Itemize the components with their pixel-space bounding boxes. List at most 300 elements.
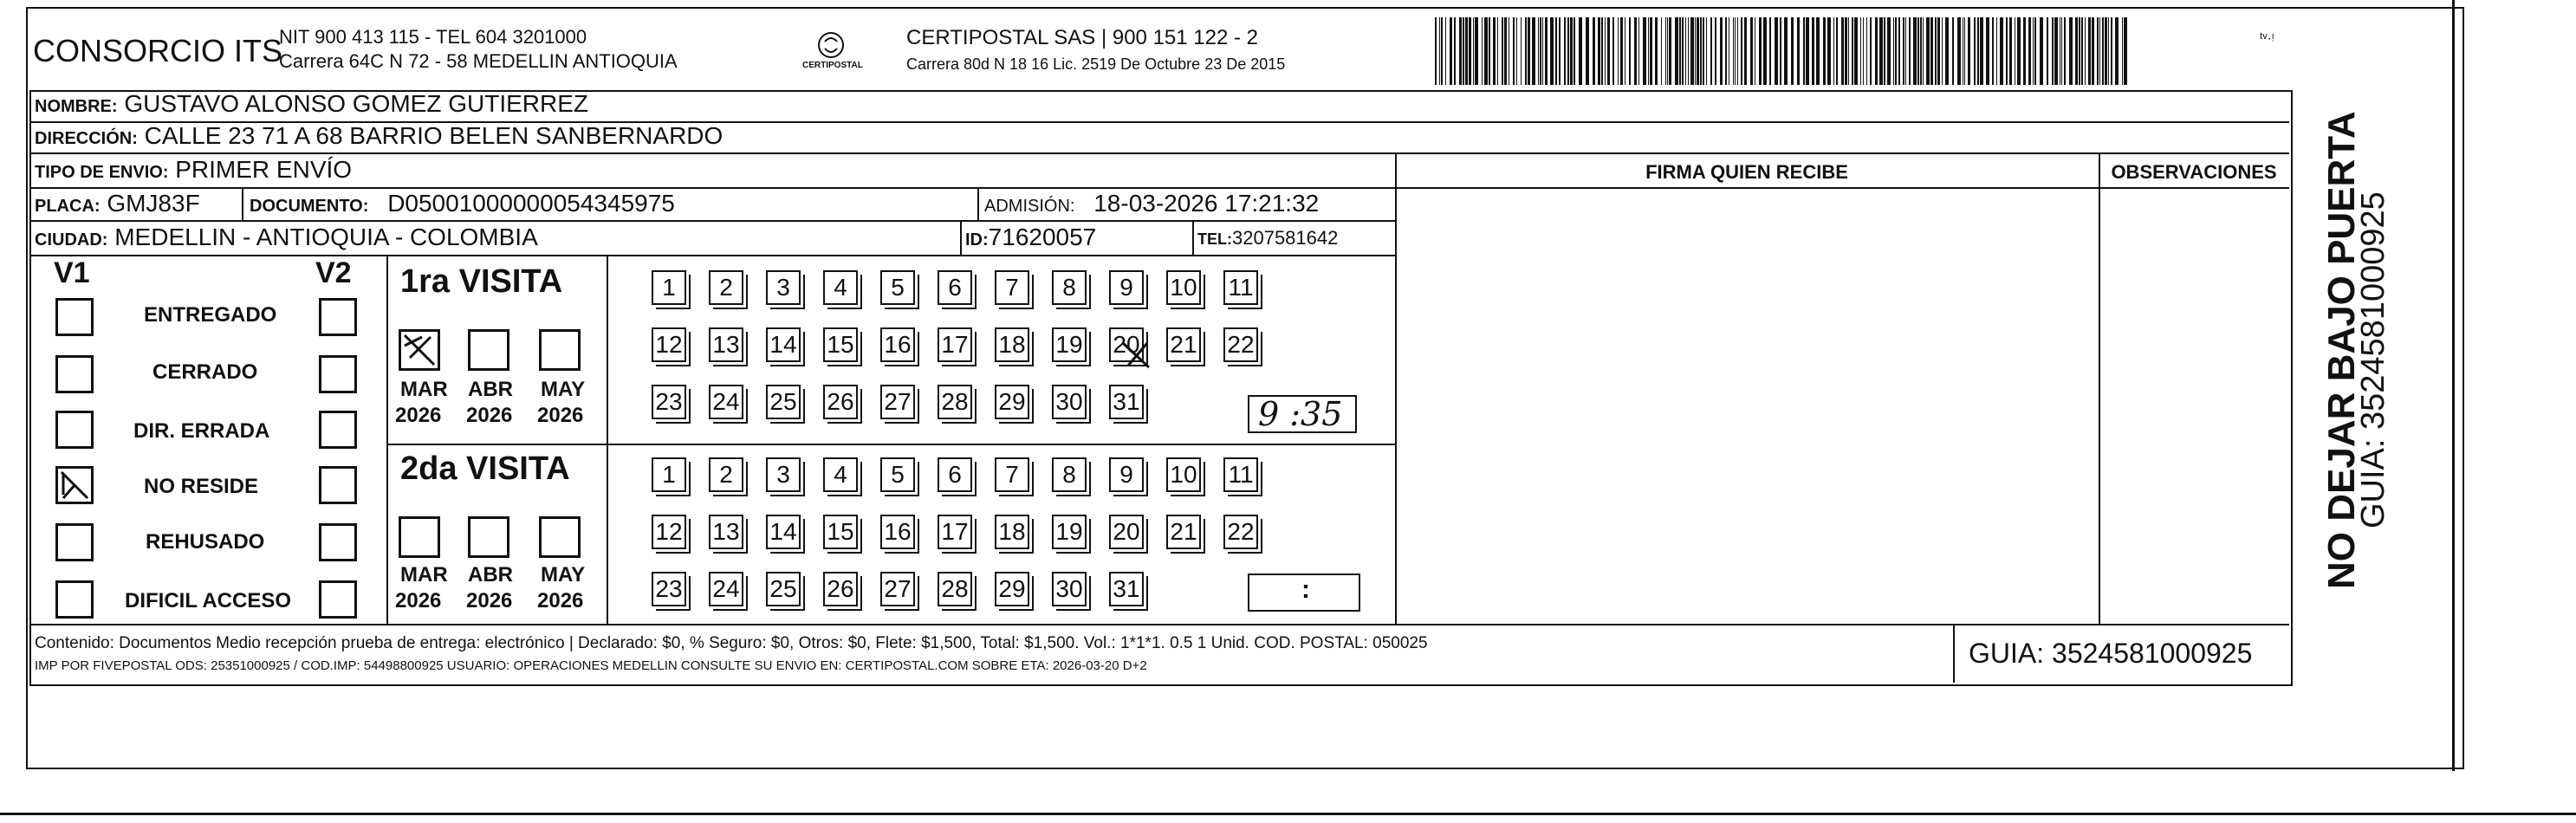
barcode-bar xyxy=(2108,17,2109,85)
company-name: CONSORCIO ITS xyxy=(33,33,283,68)
row-line xyxy=(29,220,1396,222)
nombre-row xyxy=(35,90,588,118)
status-dir-errada-label: DIR. ERRADA xyxy=(133,419,270,443)
barcode-bar xyxy=(1759,17,1762,85)
tel-cell xyxy=(1197,227,1338,249)
first-visit-day-10[interactable]: 10 xyxy=(1166,270,1201,305)
v2-entregado-checkbox[interactable] xyxy=(319,298,357,336)
barcode-bar xyxy=(1475,17,1478,85)
barcode-bar xyxy=(1863,17,1864,85)
barcode-bar xyxy=(1952,17,1954,85)
id-cell xyxy=(965,224,1096,251)
barcode-bar xyxy=(1852,17,1853,85)
v2-dir-errada-checkbox[interactable] xyxy=(319,411,357,449)
barcode-bar xyxy=(2000,17,2003,85)
barcode-bar xyxy=(1555,17,1557,85)
documento-cell xyxy=(250,190,675,217)
second-visit-day-29[interactable]: 29 xyxy=(995,572,1029,606)
barcode-bar xyxy=(1884,17,1885,85)
barcode-bar xyxy=(1586,17,1589,85)
second-visit-day-3[interactable]: 3 xyxy=(766,457,801,492)
col-line xyxy=(977,187,979,220)
barcode-bar xyxy=(2085,17,2086,85)
barcode-bar xyxy=(1521,17,1522,85)
col-line xyxy=(1395,152,1397,625)
first-visit-day-5[interactable]: 5 xyxy=(880,270,915,305)
barcode-bar xyxy=(1459,17,1462,85)
first-visit-day-4[interactable]: 4 xyxy=(823,270,858,305)
first-visit-day-23[interactable]: 23 xyxy=(652,385,686,419)
barcode-bar xyxy=(1836,17,1838,85)
placa-cell xyxy=(35,190,200,217)
barcode-bar xyxy=(1945,17,1949,85)
barcode-bar xyxy=(1655,17,1658,85)
barcode-bar xyxy=(2097,17,2099,85)
checkmark-x-icon xyxy=(58,469,91,502)
barcode-bar xyxy=(1715,17,1716,85)
second-visit-time-value: : xyxy=(1301,575,1310,604)
barcode-bar xyxy=(1992,17,1994,85)
barcode-bar xyxy=(1957,17,1961,85)
barcode-bar xyxy=(1525,17,1527,85)
barcode-bar xyxy=(2034,17,2036,85)
barcode-bar xyxy=(1688,17,1689,85)
barcode-bar xyxy=(1980,17,1983,85)
barcode-bar xyxy=(1601,17,1603,85)
barcode-bar xyxy=(1935,17,1937,85)
barcode-bar xyxy=(1823,17,1826,85)
first-visit-day-29[interactable]: 29 xyxy=(995,385,1029,419)
barcode-bar xyxy=(1986,17,1989,85)
barcode-bar xyxy=(1827,17,1831,85)
second-visit-month-may: MAY xyxy=(541,563,586,586)
certipostal-logo xyxy=(792,29,870,78)
carrier-name: CERTIPOSTAL SAS | 900 151 122 - 2 xyxy=(906,26,1258,49)
first-visit-time-value: 9 :35 xyxy=(1258,395,1343,433)
barcode-bar xyxy=(1803,17,1805,85)
barcode-bar xyxy=(1669,17,1671,85)
barcode-bar xyxy=(1540,17,1541,85)
first-visit-title: 1ra VISITA xyxy=(400,263,563,300)
second-visit-day-31[interactable]: 31 xyxy=(1109,572,1144,606)
first-visit-day-15[interactable]: 15 xyxy=(823,327,858,362)
barcode-bar xyxy=(1439,17,1440,85)
tipo-value: PRIMER ENVÍO xyxy=(175,156,353,183)
second-visit-day-17[interactable]: 17 xyxy=(938,515,972,549)
v2-cerrado-checkbox[interactable] xyxy=(319,355,357,393)
status-rehusado-label: REHUSADO xyxy=(146,530,265,554)
first-visit-day-2[interactable]: 2 xyxy=(709,270,743,305)
barcode-bar xyxy=(1605,17,1606,85)
first-visit-day-1[interactable]: 1 xyxy=(652,270,686,305)
v1-dificil-acceso-checkbox[interactable] xyxy=(55,580,94,619)
barcode-bar xyxy=(1996,17,1997,85)
logo-icon xyxy=(792,29,870,78)
tel-label: TEL: xyxy=(1197,230,1232,248)
barcode-bar xyxy=(1917,17,1919,85)
barcode-bar xyxy=(1545,17,1548,85)
barcode-bar xyxy=(2111,17,2112,85)
barcode-bar xyxy=(1923,17,1924,85)
tipo-row xyxy=(35,156,352,184)
barcode-bar xyxy=(1489,17,1490,85)
first-visit-month-may: MAY xyxy=(541,378,586,401)
first-visit-day-22[interactable]: 22 xyxy=(1223,327,1258,362)
company-address: Carrera 64C N 72 - 58 MEDELLIN ANTIOQUIA xyxy=(279,50,678,72)
barcode-bar xyxy=(1744,17,1747,85)
footer-guia: GUIA: 3524581000925 xyxy=(1969,638,2253,669)
barcode-bar xyxy=(1620,17,1623,85)
barcode-bar xyxy=(1593,17,1595,85)
first-visit-day-25[interactable]: 25 xyxy=(766,385,801,419)
barcode-bar xyxy=(1860,17,1861,85)
barcode-bar xyxy=(1697,17,1699,85)
barcode-bar xyxy=(2081,17,2083,85)
col-line xyxy=(1192,220,1194,255)
barcode-bar xyxy=(2075,17,2078,85)
barcode-bar xyxy=(2115,17,2119,85)
barcode-bar xyxy=(2061,17,2062,85)
second-visit-day-1[interactable]: 1 xyxy=(652,457,686,492)
col-line xyxy=(1953,624,1955,683)
first-visit-day-20[interactable]: 20 xyxy=(1109,327,1144,362)
second-visit-day-26[interactable]: 26 xyxy=(823,572,858,606)
barcode-bar xyxy=(2040,17,2043,85)
barcode-bar xyxy=(2064,17,2066,85)
barcode-bar xyxy=(2023,17,2026,85)
first-visit-day-8[interactable]: 8 xyxy=(1052,270,1087,305)
second-visit-day-9[interactable]: 9 xyxy=(1109,457,1144,492)
second-visit-day-16[interactable]: 16 xyxy=(880,515,915,549)
first-visit-day-27[interactable]: 27 xyxy=(880,385,915,419)
second-visit-day-4[interactable]: 4 xyxy=(823,457,858,492)
first-visit-year-mar: 2026 xyxy=(395,404,442,427)
barcode-bar xyxy=(1598,17,1600,85)
barcode-bar xyxy=(1710,17,1712,85)
barcode-bar xyxy=(1574,17,1575,85)
barcode-bar xyxy=(1898,17,1900,85)
v1-entregado-checkbox[interactable] xyxy=(55,298,94,336)
second-visit-day-22[interactable]: 22 xyxy=(1223,515,1258,549)
id-value: 71620057 xyxy=(988,224,1097,250)
barcode-bar xyxy=(1445,17,1446,85)
v2-label: V2 xyxy=(315,256,352,289)
second-visit-day-27[interactable]: 27 xyxy=(880,572,915,606)
barcode-bar xyxy=(1579,17,1582,85)
barcode-bar xyxy=(1504,17,1507,85)
documento-value: D05001000000054345975 xyxy=(387,190,675,217)
footer-impresion: IMP POR FIVEPOSTAL ODS: 25351000925 / COD.IMP: 54498800925 USUARIO: OPERACIONES MEDELLIN CONSULTE SU ENVIO EN: CERTIPOSTAL.COM SOBRE ETA: 2026-03-20 D+2 xyxy=(35,658,1147,673)
second-visit-abr-checkbox[interactable] xyxy=(468,516,509,558)
second-visit-year-may: 2026 xyxy=(537,589,584,612)
v1-cerrado-checkbox[interactable] xyxy=(55,355,94,393)
second-visit-day-20[interactable]: 20 xyxy=(1109,515,1144,549)
barcode-bar xyxy=(1833,17,1834,85)
nombre-value: GUSTAVO ALONSO GOMEZ GUTIERREZ xyxy=(124,90,589,117)
barcode-bar xyxy=(1763,17,1767,85)
barcode-bar xyxy=(1450,17,1452,85)
barcode-bar xyxy=(1848,17,1849,85)
admision-label: ADMISIÓN: xyxy=(984,197,1075,216)
second-visit-day-8[interactable]: 8 xyxy=(1052,457,1087,492)
barcode-bar xyxy=(1968,17,1970,85)
second-visit-day-15[interactable]: 15 xyxy=(823,515,858,549)
admision-cell xyxy=(984,190,1319,217)
first-visit-day-24[interactable]: 24 xyxy=(709,385,743,419)
barcode-bar xyxy=(1502,17,1503,85)
first-visit-day-28[interactable]: 28 xyxy=(938,385,972,419)
barcode-bar xyxy=(1607,17,1610,85)
first-visit-may-checkbox[interactable] xyxy=(539,329,581,371)
barcode-bar xyxy=(1550,17,1554,85)
barcode-bar xyxy=(1559,17,1561,85)
second-visit-day-30[interactable]: 30 xyxy=(1052,572,1087,606)
barcode-bar xyxy=(1685,17,1686,85)
barcode-bar xyxy=(1497,17,1498,85)
v2-rehusado-checkbox[interactable] xyxy=(319,523,357,561)
second-visit-mar-checkbox[interactable] xyxy=(399,516,440,558)
first-visit-time-box[interactable] xyxy=(1248,395,1357,433)
scribble-mark: ᵗᵛ·ᵎ xyxy=(2260,31,2274,46)
barcode-bar xyxy=(1887,17,1891,85)
right-paper-edge xyxy=(2452,0,2455,771)
barcode-bar xyxy=(1964,17,1965,85)
second-visit-day-11[interactable]: 11 xyxy=(1223,457,1258,492)
col-line xyxy=(607,255,608,624)
admision-value: 18-03-2026 17:21:32 xyxy=(1093,190,1320,217)
second-visit-day-13[interactable]: 13 xyxy=(709,515,743,549)
observaciones-header: OBSERVACIONES xyxy=(2111,161,2277,183)
second-visit-day-10[interactable]: 10 xyxy=(1166,457,1201,492)
barcode-bar xyxy=(1538,17,1539,85)
barcode-bar xyxy=(1903,17,1904,85)
barcode-bar xyxy=(1570,17,1573,85)
status-dificil-acceso-label: DIFICIL ACCESO xyxy=(125,589,292,612)
first-visit-day-3[interactable]: 3 xyxy=(766,270,801,305)
second-visit-title: 2da VISITA xyxy=(400,450,570,487)
placa-value: GMJ83F xyxy=(107,190,200,217)
second-visit-day-23[interactable]: 23 xyxy=(652,572,686,606)
barcode-bar xyxy=(1564,17,1566,85)
col-line xyxy=(2099,152,2100,625)
first-visit-day-13[interactable]: 13 xyxy=(709,327,743,362)
barcode-bar xyxy=(1893,17,1894,85)
company-nit: NIT 900 413 115 - TEL 604 3201000 xyxy=(279,26,587,48)
barcode-bar xyxy=(1612,17,1614,85)
barcode-bar xyxy=(1870,17,1872,85)
direccion-value: CALLE 23 71 A 68 BARRIO BELEN SANBERNARDO xyxy=(144,122,723,149)
documento-label: DOCUMENTO: xyxy=(250,197,369,216)
barcode-bar xyxy=(1733,17,1734,85)
first-visit-day-6[interactable]: 6 xyxy=(938,270,972,305)
col-line xyxy=(242,187,243,220)
id-label: ID: xyxy=(965,230,989,249)
first-visit-day-21[interactable]: 21 xyxy=(1166,327,1201,362)
barcode-bar xyxy=(1797,17,1800,85)
barcode-bar xyxy=(2079,17,2080,85)
first-visit-mar-checkbox[interactable] xyxy=(399,329,440,371)
second-visit-day-7[interactable]: 7 xyxy=(995,457,1029,492)
v1-label: V1 xyxy=(54,256,90,289)
barcode-bar xyxy=(1706,17,1707,85)
barcode-bar xyxy=(1720,17,1723,85)
first-visit-year-abr: 2026 xyxy=(466,404,513,427)
barcode-bar xyxy=(1725,17,1727,85)
first-visit-abr-checkbox[interactable] xyxy=(468,329,509,371)
barcode-bar xyxy=(1516,17,1517,85)
barcode-bar xyxy=(1528,17,1530,85)
logo-text: CERTIPOSTAL xyxy=(802,61,863,70)
barcode xyxy=(1435,17,2128,85)
barcode-bar xyxy=(1675,17,1678,85)
first-visit-day-16[interactable]: 16 xyxy=(880,327,915,362)
first-visit-day-17[interactable]: 17 xyxy=(938,327,972,362)
direccion-label: DIRECCIÓN: xyxy=(35,129,138,148)
second-visit-day-18[interactable]: 18 xyxy=(995,515,1029,549)
barcode-bar xyxy=(2006,17,2008,85)
tel-value: 3207581642 xyxy=(1232,227,1339,249)
barcode-bar xyxy=(1484,17,1488,85)
barcode-bar xyxy=(2047,17,2048,85)
first-visit-day-11[interactable]: 11 xyxy=(1223,270,1258,305)
barcode-bar xyxy=(1473,17,1474,85)
first-visit-day-14[interactable]: 14 xyxy=(766,327,801,362)
barcode-bar xyxy=(1482,17,1483,85)
barcode-bar xyxy=(1667,17,1668,85)
side-guia: GUIA: 3524581000925 xyxy=(2355,191,2391,528)
barcode-bar xyxy=(1735,17,1736,85)
barcode-bar xyxy=(2009,17,2012,85)
first-visit-day-19[interactable]: 19 xyxy=(1052,327,1087,362)
first-visit-day-18[interactable]: 18 xyxy=(995,327,1029,362)
second-visit-year-abr: 2026 xyxy=(466,589,513,612)
barcode-bar xyxy=(1930,17,1933,85)
status-no-reside-label: NO RESIDE xyxy=(144,475,259,498)
barcode-bar xyxy=(1638,17,1639,85)
barcode-bar xyxy=(1629,17,1631,85)
barcode-bar xyxy=(1750,17,1753,85)
barcode-bar xyxy=(1937,17,1940,85)
first-visit-day-7[interactable]: 7 xyxy=(995,270,1029,305)
footer-contenido: Contenido: Documentos Medio recepción prueba de entrega: electrónico | Declarado: $0, % Seguro: $0, Otros: $0, Flete: $1,500, Total: $1,500. Vol.: 1*1*1. 0.5 1 Unid. COD. POSTAL: 050025 xyxy=(35,634,1428,652)
barcode-bar xyxy=(1845,17,1847,85)
v2-dificil-acceso-checkbox[interactable] xyxy=(319,580,357,619)
first-visit-month-abr: ABR xyxy=(468,378,513,401)
side-warning: NO DEJAR BAJO PUERTA xyxy=(2320,111,2363,589)
v2-no-reside-checkbox[interactable] xyxy=(319,466,357,504)
second-visit-day-19[interactable]: 19 xyxy=(1052,515,1087,549)
barcode-bar xyxy=(1816,17,1820,85)
barcode-bar xyxy=(1866,17,1867,85)
barcode-bar xyxy=(1513,17,1515,85)
second-visit-day-12[interactable]: 12 xyxy=(652,515,686,549)
ciudad-cell xyxy=(35,224,538,251)
first-visit-day-26[interactable]: 26 xyxy=(823,385,858,419)
barcode-bar xyxy=(1780,17,1781,85)
v1-dir-errada-checkbox[interactable] xyxy=(55,411,94,449)
nombre-label: NOMBRE: xyxy=(35,97,118,116)
row-line xyxy=(29,624,2289,625)
barcode-bar xyxy=(1812,17,1814,85)
barcode-bar xyxy=(1454,17,1456,85)
barcode-bar xyxy=(1700,17,1702,85)
second-visit-day-28[interactable]: 28 xyxy=(938,572,972,606)
second-visit-day-5[interactable]: 5 xyxy=(880,457,915,492)
barcode-bar xyxy=(1854,17,1858,85)
barcode-bar xyxy=(1679,17,1681,85)
first-visit-day-30[interactable]: 30 xyxy=(1052,385,1087,419)
first-visit-day-9[interactable]: 9 xyxy=(1109,270,1144,305)
first-visit-day-31[interactable]: 31 xyxy=(1109,385,1144,419)
second-visit-day-25[interactable]: 25 xyxy=(766,572,801,606)
barcode-bar xyxy=(1775,17,1778,85)
barcode-bar xyxy=(1977,17,1979,85)
barcode-bar xyxy=(1909,17,1911,85)
second-visit-day-2[interactable]: 2 xyxy=(709,457,743,492)
barcode-bar xyxy=(2124,17,2127,85)
second-visit-month-abr: ABR xyxy=(468,563,513,586)
barcode-bar xyxy=(1703,17,1704,85)
barcode-bar xyxy=(1784,17,1788,85)
checkmark-x-icon xyxy=(1118,338,1156,373)
second-visit-day-21[interactable]: 21 xyxy=(1166,515,1201,549)
second-visit-day-24[interactable]: 24 xyxy=(709,572,743,606)
barcode-bar xyxy=(1469,17,1471,85)
barcode-bar xyxy=(1926,17,1930,85)
second-visit-day-14[interactable]: 14 xyxy=(766,515,801,549)
v1-rehusado-checkbox[interactable] xyxy=(55,523,94,561)
status-cerrado-label: CERRADO xyxy=(152,360,258,384)
barcode-bar xyxy=(1648,17,1649,85)
day-19-mark xyxy=(1118,338,1156,377)
barcode-bar xyxy=(1875,17,1878,85)
barcode-bar xyxy=(1441,17,1443,85)
row-line xyxy=(29,152,2289,154)
barcode-bar xyxy=(1567,17,1569,85)
row-line xyxy=(29,255,1396,256)
second-visit-day-6[interactable]: 6 xyxy=(938,457,972,492)
barcode-bar xyxy=(1920,17,1922,85)
barcode-bar xyxy=(1769,17,1771,85)
barcode-bar xyxy=(1463,17,1464,85)
barcode-bar xyxy=(2102,17,2104,85)
barcode-bar xyxy=(2099,17,2100,85)
barcode-bar xyxy=(1879,17,1883,85)
row-line xyxy=(29,187,2289,189)
second-visit-time-box[interactable] xyxy=(1248,574,1360,612)
first-visit-month-mar: MAR xyxy=(400,378,448,401)
barcode-bar xyxy=(2052,17,2054,85)
barcode-bar xyxy=(2088,17,2091,85)
barcode-bar xyxy=(1650,17,1652,85)
checkmark-x-icon xyxy=(401,332,438,368)
second-visit-may-checkbox[interactable] xyxy=(539,516,581,558)
placa-label: PLACA: xyxy=(35,197,101,216)
tipo-label: TIPO DE ENVIO: xyxy=(35,163,169,182)
barcode-bar xyxy=(1895,17,1897,85)
carrier-address: Carrera 80d N 18 16 Lic. 2519 De Octubre 23 De 2015 xyxy=(906,55,1286,73)
barcode-bar xyxy=(1841,17,1844,85)
barcode-bar xyxy=(1737,17,1738,85)
v1-no-reside-checkbox[interactable] xyxy=(55,466,94,504)
barcode-bar xyxy=(2122,17,2123,85)
barcode-bar xyxy=(2028,17,2031,85)
barcode-bar xyxy=(2092,17,2094,85)
status-entregado-label: ENTREGADO xyxy=(144,303,277,327)
barcode-bar xyxy=(1661,17,1662,85)
first-visit-day-12[interactable]: 12 xyxy=(652,327,686,362)
barcode-bar xyxy=(1542,17,1543,85)
